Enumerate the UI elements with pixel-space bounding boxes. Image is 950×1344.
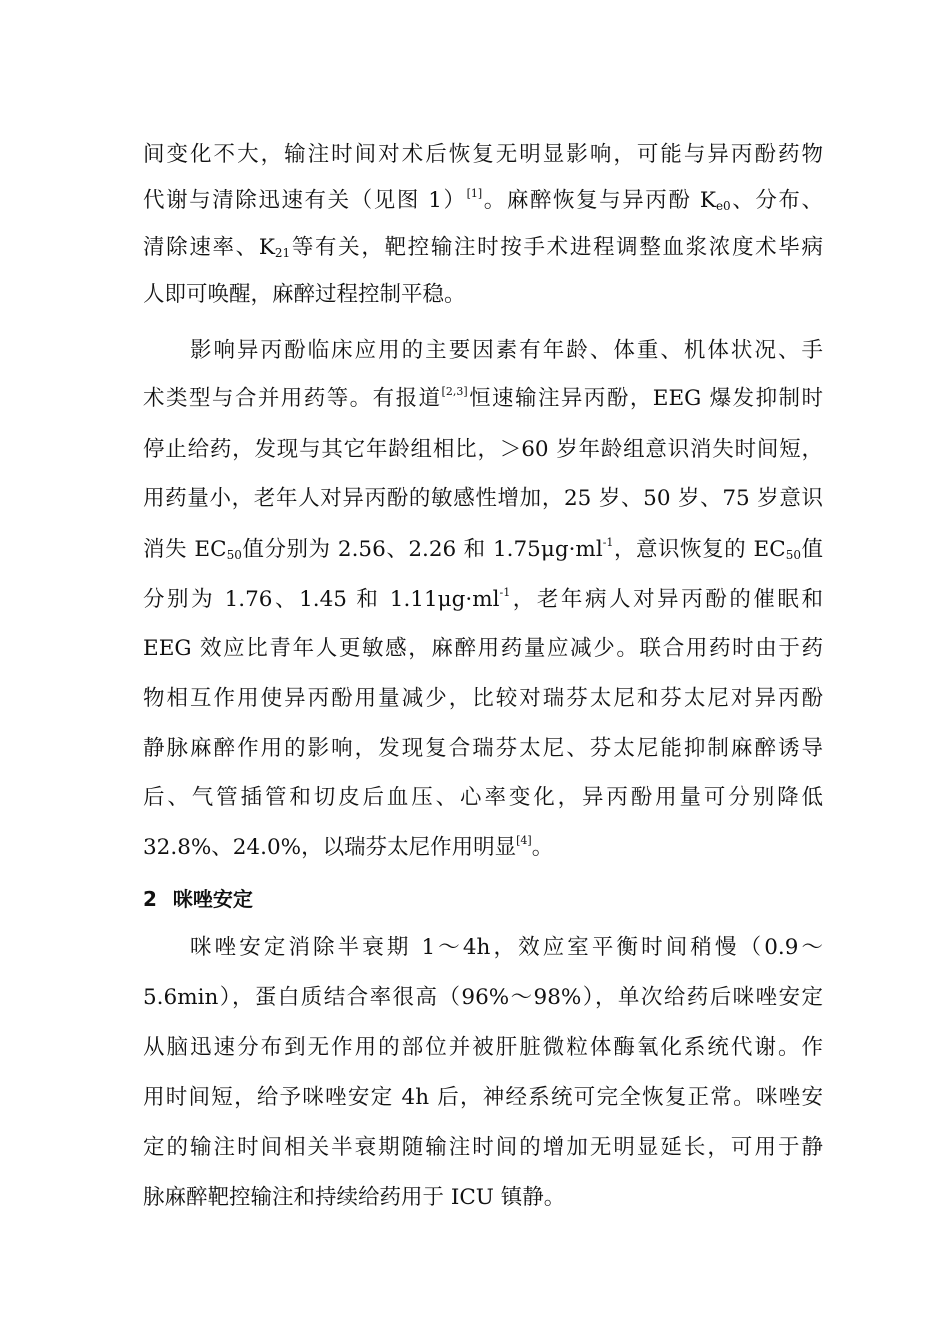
paragraph-line: 清除速率、$K_{21}$等有关，靶控输注时按手术进程调整血浆浓度术毕病 — [143, 235, 823, 260]
subscript: 50 — [785, 548, 801, 562]
superscript: -1 — [499, 586, 511, 599]
citation-ref: [2,3] — [441, 385, 468, 398]
paragraph-line: 5.6min），蛋白质结合率很高（96%～98%），单次给药后咪唑安定 — [143, 985, 823, 1010]
paragraph-line: 分别为 1.76、1.45 和 $1.11\mu g\cdot ml^{-1}$，老年病人对异丙酚的催眠和 — [143, 586, 823, 612]
paragraph-line: 从脑迅速分布到无作用的部位并被肝脏微粒体酶氧化系统代谢。作 — [143, 1035, 823, 1060]
paragraph-line: 用时间短，给予咪唑安定 4h 后，神经系统可完全恢复正常。咪唑安 — [143, 1085, 823, 1110]
paragraph-line: 咪唑安定消除半衰期 1～4h，效应室平衡时间稍慢（0.9～ — [190, 935, 823, 960]
subscript: 21 — [274, 246, 291, 260]
section-title: 咪唑安定 — [172, 887, 253, 911]
superscript: -1 — [602, 536, 614, 549]
citation-ref: [1] — [466, 187, 483, 200]
citation-ref: [4] — [516, 834, 532, 847]
paragraph-line: 停止给药，发现与其它年龄组相比，＞60 岁年龄组意识消失时间短， — [143, 437, 823, 462]
paragraph-line: 消失 $EC_{50}$值分别为 2.56、2.26 和 $1.75\mu g\cdot ml^{-1}$，意识恢复的 $EC_{50}$值 — [143, 536, 824, 562]
paragraph-line: 间变化不大，输注时间对术后恢复无明显影响，可能与异丙酚药物 — [143, 142, 823, 167]
paragraph-line: 影响异丙酚临床应用的主要因素有年龄、体重、机体状况、手 — [190, 338, 823, 363]
paragraph-line: 人即可唤醒，麻醉过程控制平稳。 — [143, 282, 466, 307]
section-number: 2 — [143, 887, 157, 911]
paragraph-line: 后、气管插管和切皮后血压、心率变化，异丙酚用量可分别降低 — [143, 785, 823, 810]
subscript: e0 — [715, 199, 731, 213]
paragraph-line: 代谢与清除迅速有关（见图 1）[1]。麻醉恢复与异丙酚 $K_{e0}$、分布、 — [143, 187, 823, 213]
subscript: 50 — [226, 548, 242, 562]
paragraph-line: 术类型与合并用药等。有报道[2,3]恒速输注异丙酚，EEG 爆发抑制时 — [143, 385, 823, 411]
paragraph-line: 物相互作用使异丙酚用量减少，比较对瑞芬太尼和芬太尼对异丙酚 — [143, 686, 823, 711]
paragraph-line: 脉麻醉靶控输注和持续给药用于 ICU 镇静。 — [143, 1185, 566, 1210]
paragraph-line: 32.8%、24.0%，以瑞芬太尼作用明显[4]。 — [143, 834, 554, 860]
paragraph-line: 定的输注时间相关半衰期随输注时间的增加无明显延长，可用于静 — [143, 1135, 823, 1160]
section-heading — [143, 884, 253, 914]
paragraph-line: 用药量小，老年人对异丙酚的敏感性增加，25 岁、50 岁、75 岁意识 — [143, 486, 823, 511]
paragraph-line: 静脉麻醉作用的影响，发现复合瑞芬太尼、芬太尼能抑制麻醉诱导 — [143, 736, 823, 761]
paragraph-line: EEG 效应比青年人更敏感，麻醉用药量应减少。联合用药时由于药 — [143, 636, 823, 661]
